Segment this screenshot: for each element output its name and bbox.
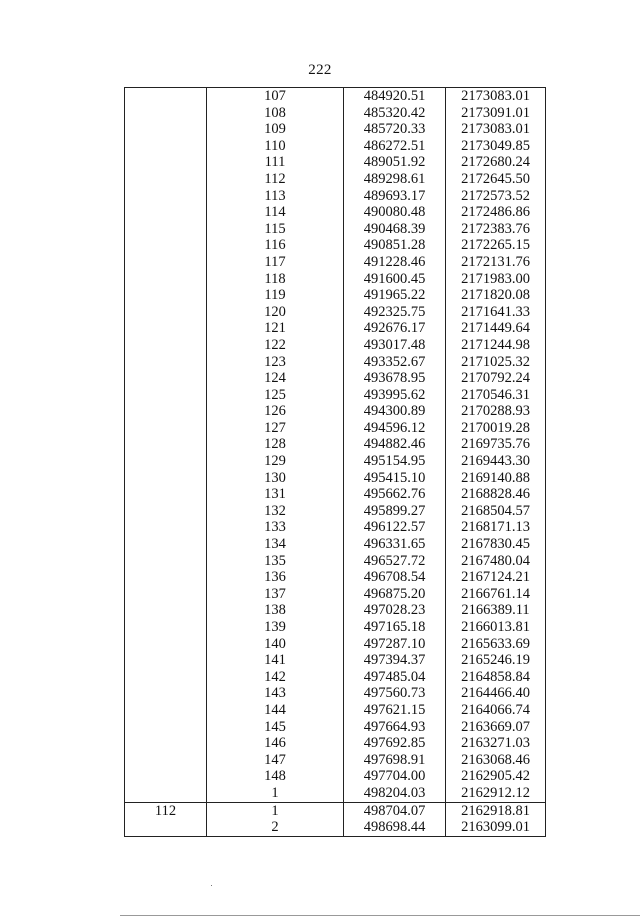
x-coordinate-cell: 496708.54 xyxy=(344,569,446,586)
point-number-cell: 117 xyxy=(207,254,344,271)
y-coordinate-cell: 2170792.24 xyxy=(446,370,546,387)
point-number-cell: 132 xyxy=(207,503,344,520)
x-coordinate-cell: 494596.12 xyxy=(344,420,446,437)
table-row xyxy=(125,536,546,553)
x-coordinate-cell: 496527.72 xyxy=(344,553,446,570)
parcel-cell xyxy=(125,503,207,520)
parcel-cell xyxy=(125,719,207,736)
point-number-cell: 1 xyxy=(207,802,344,819)
parcel-cell xyxy=(125,768,207,785)
parcel-cell xyxy=(125,470,207,487)
table-row xyxy=(125,785,546,802)
point-number-cell: 140 xyxy=(207,636,344,653)
y-coordinate-cell: 2162912.12 xyxy=(446,785,546,802)
parcel-cell xyxy=(125,271,207,288)
parcel-cell xyxy=(125,88,207,105)
point-number-cell: 131 xyxy=(207,486,344,503)
table-row xyxy=(125,403,546,420)
y-coordinate-cell: 2173049.85 xyxy=(446,138,546,155)
y-coordinate-cell: 2163271.03 xyxy=(446,735,546,752)
y-coordinate-cell: 2171025.32 xyxy=(446,354,546,371)
x-coordinate-cell: 497704.00 xyxy=(344,768,446,785)
parcel-cell xyxy=(125,453,207,470)
scan-speck xyxy=(211,885,212,886)
page-number: 222 xyxy=(308,62,332,78)
point-number-cell: 110 xyxy=(207,138,344,155)
x-coordinate-cell: 484920.51 xyxy=(344,88,446,105)
y-coordinate-cell: 2169140.88 xyxy=(446,470,546,487)
parcel-cell xyxy=(125,403,207,420)
table-row xyxy=(125,370,546,387)
x-coordinate-cell: 497692.85 xyxy=(344,735,446,752)
table-row xyxy=(125,287,546,304)
x-coordinate-cell: 491228.46 xyxy=(344,254,446,271)
table-row xyxy=(125,121,546,138)
point-number-cell: 134 xyxy=(207,536,344,553)
point-number-cell: 122 xyxy=(207,337,344,354)
table-row xyxy=(125,486,546,503)
point-number-cell: 135 xyxy=(207,553,344,570)
x-coordinate-cell: 490851.28 xyxy=(344,237,446,254)
y-coordinate-cell: 2162918.81 xyxy=(446,802,546,819)
parcel-cell xyxy=(125,702,207,719)
table-row xyxy=(125,586,546,603)
table-row xyxy=(125,171,546,188)
parcel-cell xyxy=(125,171,207,188)
table-row xyxy=(125,204,546,221)
parcel-cell xyxy=(125,370,207,387)
coordinates-table-body xyxy=(125,88,546,837)
x-coordinate-cell: 495662.76 xyxy=(344,486,446,503)
y-coordinate-cell: 2164858.84 xyxy=(446,669,546,686)
x-coordinate-cell: 495415.10 xyxy=(344,470,446,487)
x-coordinate-cell: 497485.04 xyxy=(344,669,446,686)
y-coordinate-cell: 2171820.08 xyxy=(446,287,546,304)
parcel-cell xyxy=(125,204,207,221)
table-row xyxy=(125,254,546,271)
y-coordinate-cell: 2169443.30 xyxy=(446,453,546,470)
x-coordinate-cell: 491600.45 xyxy=(344,271,446,288)
point-number-cell: 130 xyxy=(207,470,344,487)
point-number-cell: 147 xyxy=(207,752,344,769)
point-number-cell: 136 xyxy=(207,569,344,586)
y-coordinate-cell: 2173083.01 xyxy=(446,88,546,105)
y-coordinate-cell: 2173083.01 xyxy=(446,121,546,138)
y-coordinate-cell: 2163068.46 xyxy=(446,752,546,769)
point-number-cell: 112 xyxy=(207,171,344,188)
parcel-cell xyxy=(125,553,207,570)
point-number-cell: 133 xyxy=(207,519,344,536)
point-number-cell: 138 xyxy=(207,602,344,619)
parcel-cell xyxy=(125,138,207,155)
coordinates-table xyxy=(124,87,546,837)
x-coordinate-cell: 492325.75 xyxy=(344,304,446,321)
table-row xyxy=(125,685,546,702)
y-coordinate-cell: 2169735.76 xyxy=(446,436,546,453)
y-coordinate-cell: 2164466.40 xyxy=(446,685,546,702)
x-coordinate-cell: 494882.46 xyxy=(344,436,446,453)
y-coordinate-cell: 2172680.24 xyxy=(446,154,546,171)
x-coordinate-cell: 497028.23 xyxy=(344,602,446,619)
y-coordinate-cell: 2172383.76 xyxy=(446,221,546,238)
table-row xyxy=(125,768,546,785)
parcel-cell xyxy=(125,420,207,437)
parcel-cell xyxy=(125,221,207,238)
y-coordinate-cell: 2167480.04 xyxy=(446,553,546,570)
parcel-cell xyxy=(125,785,207,802)
table-row xyxy=(125,519,546,536)
point-number-cell: 124 xyxy=(207,370,344,387)
parcel-cell xyxy=(125,287,207,304)
point-number-cell: 148 xyxy=(207,768,344,785)
parcel-cell xyxy=(125,354,207,371)
table-row xyxy=(125,354,546,371)
y-coordinate-cell: 2166761.14 xyxy=(446,586,546,603)
parcel-cell xyxy=(125,536,207,553)
parcel-cell xyxy=(125,320,207,337)
parcel-cell xyxy=(125,819,207,836)
y-coordinate-cell: 2167124.21 xyxy=(446,569,546,586)
point-number-cell: 125 xyxy=(207,387,344,404)
x-coordinate-cell: 497165.18 xyxy=(344,619,446,636)
table-row xyxy=(125,154,546,171)
table-row xyxy=(125,636,546,653)
y-coordinate-cell: 2165246.19 xyxy=(446,652,546,669)
point-number-cell: 118 xyxy=(207,271,344,288)
table-row xyxy=(125,802,546,819)
point-number-cell: 120 xyxy=(207,304,344,321)
y-coordinate-cell: 2170288.93 xyxy=(446,403,546,420)
y-coordinate-cell: 2170019.28 xyxy=(446,420,546,437)
parcel-cell xyxy=(125,669,207,686)
table-row xyxy=(125,138,546,155)
table-row xyxy=(125,320,546,337)
parcel-cell xyxy=(125,486,207,503)
parcel-cell xyxy=(125,237,207,254)
x-coordinate-cell: 497394.37 xyxy=(344,652,446,669)
y-coordinate-cell: 2163669.07 xyxy=(446,719,546,736)
point-number-cell: 115 xyxy=(207,221,344,238)
x-coordinate-cell: 493017.48 xyxy=(344,337,446,354)
parcel-cell xyxy=(125,387,207,404)
x-coordinate-cell: 493352.67 xyxy=(344,354,446,371)
table-row xyxy=(125,105,546,122)
x-coordinate-cell: 498204.03 xyxy=(344,785,446,802)
table-row xyxy=(125,88,546,105)
table-row xyxy=(125,453,546,470)
x-coordinate-cell: 486272.51 xyxy=(344,138,446,155)
point-number-cell: 137 xyxy=(207,586,344,603)
y-coordinate-cell: 2165633.69 xyxy=(446,636,546,653)
x-coordinate-cell: 490468.39 xyxy=(344,221,446,238)
y-coordinate-cell: 2173091.01 xyxy=(446,105,546,122)
x-coordinate-cell: 489051.92 xyxy=(344,154,446,171)
table-row xyxy=(125,602,546,619)
point-number-cell: 114 xyxy=(207,204,344,221)
parcel-cell xyxy=(125,752,207,769)
x-coordinate-cell: 485320.42 xyxy=(344,105,446,122)
x-coordinate-cell: 490080.48 xyxy=(344,204,446,221)
x-coordinate-cell: 495899.27 xyxy=(344,503,446,520)
table-row xyxy=(125,337,546,354)
parcel-cell xyxy=(125,619,207,636)
table-row xyxy=(125,752,546,769)
y-coordinate-cell: 2171244.98 xyxy=(446,337,546,354)
y-coordinate-cell: 2172131.76 xyxy=(446,254,546,271)
y-coordinate-cell: 2172486.86 xyxy=(446,204,546,221)
table-row xyxy=(125,569,546,586)
table-row xyxy=(125,188,546,205)
point-number-cell: 129 xyxy=(207,453,344,470)
table-row xyxy=(125,702,546,719)
point-number-cell: 146 xyxy=(207,735,344,752)
table-row xyxy=(125,221,546,238)
table-row xyxy=(125,553,546,570)
table-row xyxy=(125,237,546,254)
point-number-cell: 2 xyxy=(207,819,344,836)
x-coordinate-cell: 497287.10 xyxy=(344,636,446,653)
x-coordinate-cell: 497621.15 xyxy=(344,702,446,719)
parcel-cell xyxy=(125,602,207,619)
point-number-cell: 127 xyxy=(207,420,344,437)
point-number-cell: 108 xyxy=(207,105,344,122)
table-row xyxy=(125,271,546,288)
parcel-cell xyxy=(125,652,207,669)
x-coordinate-cell: 493678.95 xyxy=(344,370,446,387)
parcel-cell: 112 xyxy=(125,802,207,819)
y-coordinate-cell: 2168171.13 xyxy=(446,519,546,536)
parcel-cell xyxy=(125,105,207,122)
y-coordinate-cell: 2168504.57 xyxy=(446,503,546,520)
y-coordinate-cell: 2171449.64 xyxy=(446,320,546,337)
point-number-cell: 126 xyxy=(207,403,344,420)
table-row xyxy=(125,735,546,752)
table-row xyxy=(125,304,546,321)
point-number-cell: 139 xyxy=(207,619,344,636)
table-row xyxy=(125,819,546,836)
parcel-cell xyxy=(125,254,207,271)
y-coordinate-cell: 2162905.42 xyxy=(446,768,546,785)
y-coordinate-cell: 2171983.00 xyxy=(446,271,546,288)
point-number-cell: 116 xyxy=(207,237,344,254)
x-coordinate-cell: 497698.91 xyxy=(344,752,446,769)
point-number-cell: 143 xyxy=(207,685,344,702)
x-coordinate-cell: 493995.62 xyxy=(344,387,446,404)
point-number-cell: 144 xyxy=(207,702,344,719)
parcel-cell xyxy=(125,121,207,138)
parcel-cell xyxy=(125,154,207,171)
parcel-cell xyxy=(125,436,207,453)
table-row xyxy=(125,420,546,437)
y-coordinate-cell: 2163099.01 xyxy=(446,819,546,836)
parcel-cell xyxy=(125,304,207,321)
point-number-cell: 107 xyxy=(207,88,344,105)
x-coordinate-cell: 498704.07 xyxy=(344,802,446,819)
table-row xyxy=(125,436,546,453)
y-coordinate-cell: 2172265.15 xyxy=(446,237,546,254)
table-row xyxy=(125,619,546,636)
table-row xyxy=(125,470,546,487)
parcel-cell xyxy=(125,569,207,586)
parcel-cell xyxy=(125,735,207,752)
table-row xyxy=(125,719,546,736)
x-coordinate-cell: 495154.95 xyxy=(344,453,446,470)
x-coordinate-cell: 489693.17 xyxy=(344,188,446,205)
table-row xyxy=(125,669,546,686)
x-coordinate-cell: 485720.33 xyxy=(344,121,446,138)
table-row xyxy=(125,652,546,669)
point-number-cell: 123 xyxy=(207,354,344,371)
x-coordinate-cell: 489298.61 xyxy=(344,171,446,188)
point-number-cell: 145 xyxy=(207,719,344,736)
y-coordinate-cell: 2164066.74 xyxy=(446,702,546,719)
point-number-cell: 119 xyxy=(207,287,344,304)
x-coordinate-cell: 496875.20 xyxy=(344,586,446,603)
x-coordinate-cell: 497560.73 xyxy=(344,685,446,702)
parcel-cell xyxy=(125,636,207,653)
parcel-cell xyxy=(125,586,207,603)
y-coordinate-cell: 2171641.33 xyxy=(446,304,546,321)
x-coordinate-cell: 496331.65 xyxy=(344,536,446,553)
parcel-cell xyxy=(125,519,207,536)
x-coordinate-cell: 492676.17 xyxy=(344,320,446,337)
y-coordinate-cell: 2167830.45 xyxy=(446,536,546,553)
y-coordinate-cell: 2166389.11 xyxy=(446,602,546,619)
y-coordinate-cell: 2170546.31 xyxy=(446,387,546,404)
point-number-cell: 128 xyxy=(207,436,344,453)
point-number-cell: 1 xyxy=(207,785,344,802)
parcel-cell xyxy=(125,188,207,205)
x-coordinate-cell: 497664.93 xyxy=(344,719,446,736)
point-number-cell: 109 xyxy=(207,121,344,138)
table-row xyxy=(125,503,546,520)
point-number-cell: 113 xyxy=(207,188,344,205)
y-coordinate-cell: 2172573.52 xyxy=(446,188,546,205)
y-coordinate-cell: 2168828.46 xyxy=(446,486,546,503)
y-coordinate-cell: 2172645.50 xyxy=(446,171,546,188)
x-coordinate-cell: 494300.89 xyxy=(344,403,446,420)
x-coordinate-cell: 498698.44 xyxy=(344,819,446,836)
parcel-cell xyxy=(125,685,207,702)
x-coordinate-cell: 491965.22 xyxy=(344,287,446,304)
point-number-cell: 142 xyxy=(207,669,344,686)
page-bottom-edge xyxy=(120,915,640,916)
table-row xyxy=(125,387,546,404)
parcel-cell xyxy=(125,337,207,354)
point-number-cell: 121 xyxy=(207,320,344,337)
x-coordinate-cell: 496122.57 xyxy=(344,519,446,536)
point-number-cell: 111 xyxy=(207,154,344,171)
point-number-cell: 141 xyxy=(207,652,344,669)
y-coordinate-cell: 2166013.81 xyxy=(446,619,546,636)
